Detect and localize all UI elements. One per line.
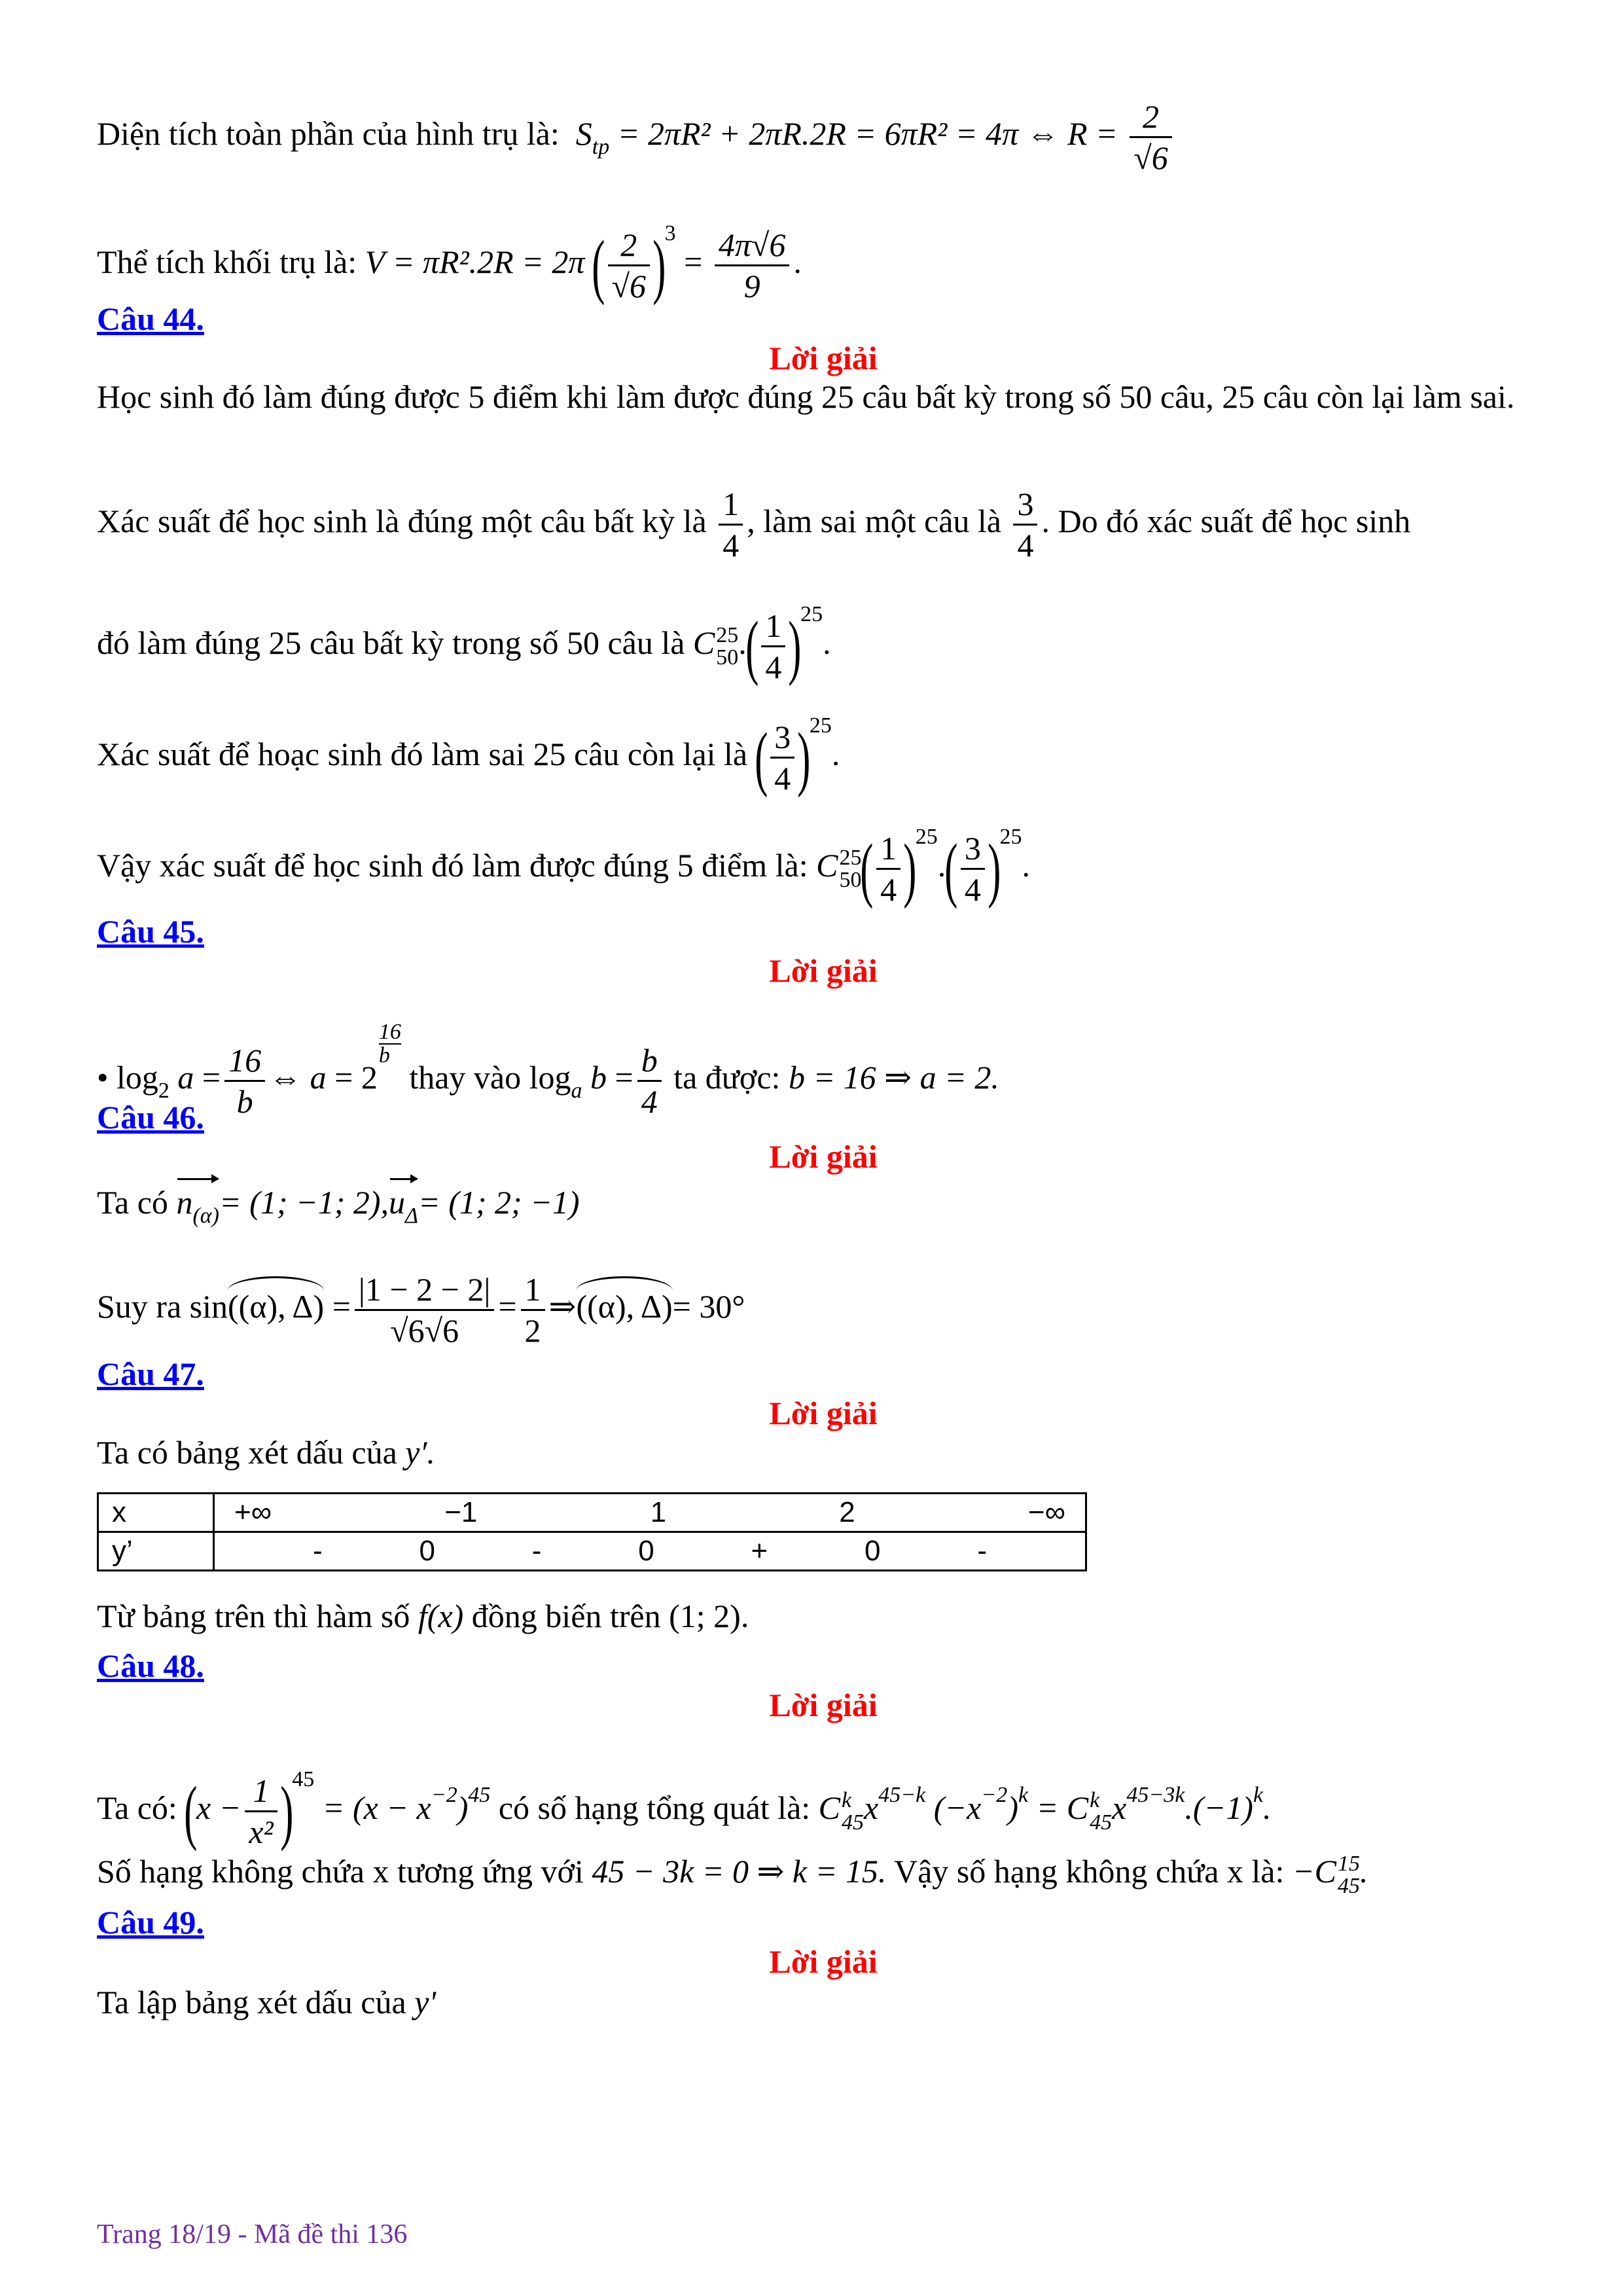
solution-heading-44: Lời giải <box>769 340 878 376</box>
table-row <box>98 1532 1086 1571</box>
page-footer: Trang 18/19 - Mã đề thi 136 <box>97 2219 408 2250</box>
q46-paragraph-1: Ta có $n_{(\alpha)}= (1$; −1; $2),u_\Delta= (1$; 2; −1) <box>97 1177 1550 1242</box>
table-row <box>98 1494 1086 1532</box>
question-46-link[interactable]: Câu 46. <box>97 1099 204 1136</box>
fraction-three-quarters: $\frac{3}{4}$ <box>1013 484 1037 565</box>
q44-paragraph-2: Xác suất để học sinh là đúng một câu bất kỳ là $\frac{1}{4}$ , làm sai một câu là $\frac{3}{4}$ . Do đó xác suất để học sinh <box>97 486 1411 564</box>
q44-paragraph-3: đó làm đúng 25 câu bất kỳ trong số 50 câu là C 25 50 .( $\frac{1}{4}$ )$^{25}$. <box>97 602 831 687</box>
y-values-cell: - 0 - 0 + 0 - <box>214 1532 1086 1571</box>
q44-paragraph-5: Vậy xác suất để học sinh đó làm được đúng 5 điểm là: C 25 50 ( $\frac{1}{4}$ )$^{25}$.( $\frac{3}{4}$ )$^{25}$. <box>97 825 1031 909</box>
volume-inner-fraction: $\frac{2}{√6}$ <box>608 225 650 306</box>
surface-area-formula: = 2πR² + 2πR.2R = 6πR² = 4π ⇔ R = <box>617 115 1118 152</box>
volume-formula: V = πR².2R = 2π <box>365 243 585 280</box>
solution-heading-46: Lời giải <box>769 1138 878 1175</box>
q46-paragraph-2: Suy ra sin((α), Δ) = $\frac{|1 - 2 - 2|}{√6√6}$ = $\frac{1}{2}$ ⇒((α), Δ)= 30° <box>97 1271 745 1349</box>
y-label-cell: y’ <box>98 1532 214 1571</box>
q44-paragraph-1: Học sinh đó làm đúng được 5 điểm khi làm được đúng 25 câu bất kỳ trong số 50 câu, 25 câu còn lại làm sai. <box>97 378 1515 415</box>
document-page <box>97 0 1550 2296</box>
r-fraction: $\frac{2}{√6}$ <box>1130 97 1171 177</box>
q44-paragraph-4: Xác suất để hoạc sinh đó làm sai 25 câu còn lại là ( $\frac{3}{4}$ )$^{25}$. <box>97 713 840 798</box>
q48-paragraph-1: Ta có: (x − $\frac{1}{\text{x²}}$ )$^{45} = (x - x^{-2})^{45}$ có số hạng tổng quát là: C k 45 $x^{45-k}$ $(-x^{-2})^k = C$ k 45 $x^{45-3k}.(-1)^k$. <box>97 1767 1272 1852</box>
surface-area-line <box>97 97 1550 177</box>
question-47-link[interactable]: Câu 47. <box>97 1355 204 1392</box>
s-tp-symbol: $S_{tp}$ <box>567 115 610 159</box>
q45-paragraph: • $\log_2 a$ = $\frac{16}{b}$ ⇔ a = 2 $\frac{16}{b}$ thay vào $\log_a b$ = $\frac{b}{4}$ ta được: b = 16 ⇒ a = 2. <box>97 1020 999 1121</box>
solution-heading-45: Lời giải <box>769 952 878 989</box>
question-44-link[interactable]: Câu 44. <box>97 300 204 337</box>
question-49-link[interactable]: Câu 49. <box>97 1904 204 1941</box>
solution-heading-48: Lời giải <box>769 1687 878 1723</box>
question-48-link[interactable]: Câu 48. <box>97 1647 204 1684</box>
question-45-link[interactable]: Câu 45. <box>97 913 204 950</box>
solution-heading-47: Lời giải <box>769 1395 878 1431</box>
q49-paragraph-1: Ta lập bảng xét dấu của y' <box>97 1984 437 2020</box>
volume-line: Thể tích khối trụ là: V = πR².2R = 2π ( $\frac{2}{√6}$ )$^3$ = $\frac{4\pi√6}{9}$ . <box>97 221 802 306</box>
x-label-cell: x <box>98 1494 214 1532</box>
volume-text: Thể tích khối trụ là: <box>97 243 357 280</box>
q47-paragraph-2: Từ bảng trên thì hàm số f(x) đồng biến trên (1; 2). <box>97 1598 749 1634</box>
fraction-one-quarter: $\frac{1}{4}$ <box>719 484 743 565</box>
q47-paragraph-1: Ta có bảng xét dấu của y′. <box>97 1434 435 1471</box>
volume-result-fraction: $\frac{4\pi√6}{9}$ <box>715 225 790 306</box>
solution-heading-49: Lời giải <box>769 1943 878 1980</box>
sign-table <box>97 1492 1087 1571</box>
q48-paragraph-2: Số hạng không chứa x tương ứng với 45 − 3k = 0 ⇒ k = 15. Vậy số hạng không chứa x là: −C 15 45 . <box>97 1851 1368 1898</box>
x-values-cell: +∞ −1 1 2 −∞ <box>214 1494 1086 1532</box>
surface-area-text: Diện tích toàn phần của hình trụ là: <box>97 115 560 152</box>
